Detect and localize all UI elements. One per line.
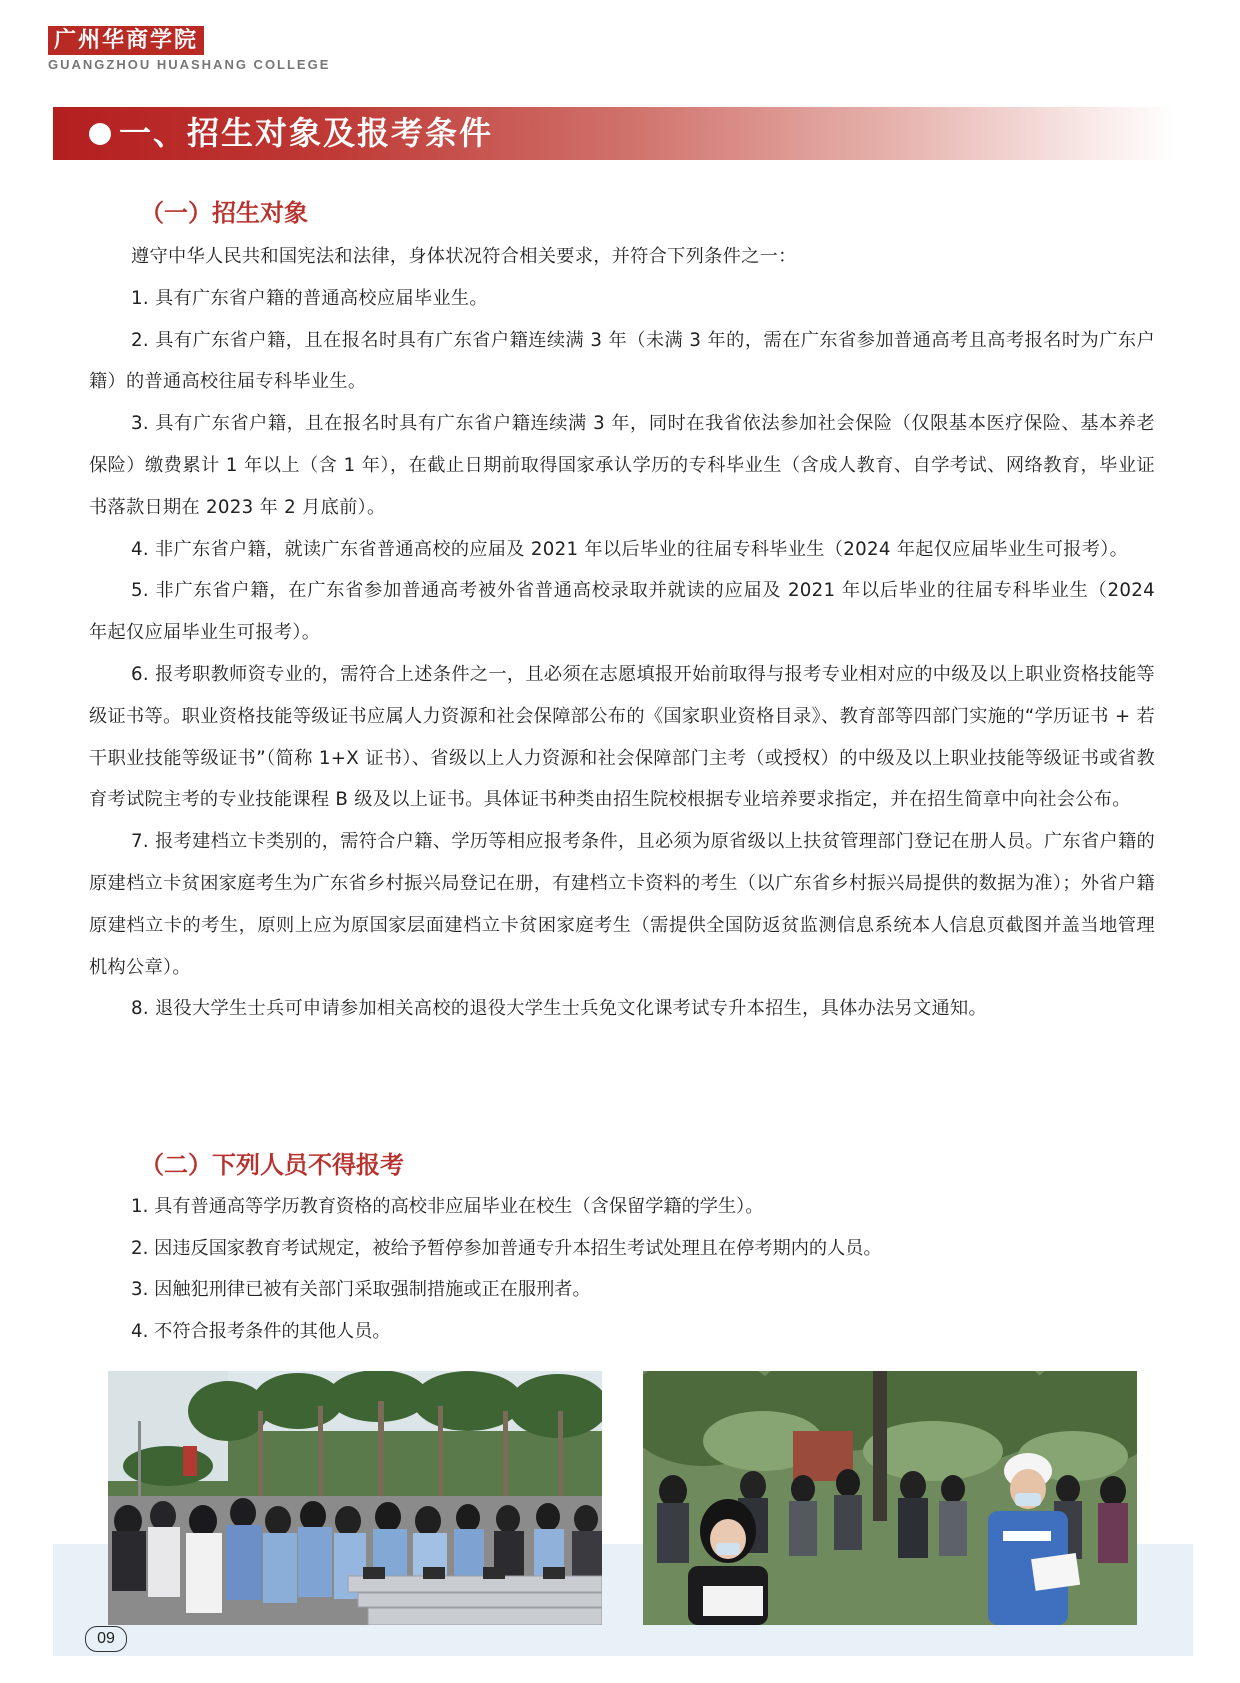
condition-item: 6. 报考职教师资专业的，需符合上述条件之一，且必须在志愿填报开始前取得与报考专业相对应的中级及以上职业资格技能等级证书等。职业资格技能等级证书应属人力资源和社会保障部公布的《国家职业资格目录》、教育部等四部门实施的“学历证书 + 若干职业技能等级证书”（简称 1+X 证书）、省级以上人力资源和社会保障部门主考（或授权）的中级及以上职业技能等级证书或省教育考试院主考的专业技能课程 B 级及以上证书。具体证书种类由招生院校根据专业培养要求指定，并在招生简章中向社会公布。 (89, 663, 1155, 811)
enrollment-conditions-body (89, 236, 1155, 1030)
ineligible-item: 2. 因违反国家教育考试规定，被给予暂停参加普通专升本招生考试处理且在停考期内的人员。 (131, 1237, 882, 1259)
section-title: 一、招生对象及报考条件 (119, 114, 494, 152)
condition-item: 8. 退役大学生士兵可申请参加相关高校的退役大学生士兵免文化课考试专升本招生，具体办法另文通知。 (131, 998, 987, 1020)
ineligible-item: 4. 不符合报考条件的其他人员。 (131, 1320, 391, 1342)
condition-item: 4. 非广东省户籍，就读广东省普通高校的应届及 2021 年以后毕业的往届专科毕业生（2024 年起仅应届毕业生可报考）。 (131, 538, 1129, 560)
college-logo (48, 26, 330, 72)
subheading-ineligible-persons: （二）下列人员不得报考 (140, 1150, 404, 1179)
ineligible-item: 3. 因触犯刑律已被有关部门采取强制措施或正在服刑者。 (131, 1279, 591, 1300)
condition-item: 1. 具有广东省户籍的普通高校应届毕业生。 (131, 287, 488, 309)
section-title-banner (53, 107, 1173, 160)
subheading-enrollment-targets: （一）招生对象 (140, 198, 308, 227)
photo-students-reviewing-notes (643, 1371, 1137, 1625)
condition-item: 7. 报考建档立卡类别的，需符合户籍、学历等相应报考条件，且必须为原省级以上扶贫管理部门登记在册人员。广东省户籍的原建档立卡贫困家庭考生为广东省乡村振兴局登记在册，有建档立卡资料的考生（以广东省乡村振兴局提供的数据为准）；外省户籍原建档立卡的考生，原则上应为原国家层面建档立卡贫困家庭考生（需提供全国防返贫监测信息系统本人信息页截图并盖当地管理机构公章）。 (89, 831, 1155, 978)
logo-english-name: GUANGZHOU HUASHANG COLLEGE (48, 57, 331, 72)
condition-item: 3. 具有广东省户籍，且在报名时具有广东省户籍连续满 3 年，同时在我省依法参加社会保险（仅限基本医疗保险、基本养老保险）缴费累计 1 年以上（含 1 年），在截止日期前取得国家承认学历的专科毕业生（含成人教育、自学考试、网络教育，毕业证书落款日期在 2023 年 2 月底前）。 (89, 413, 1155, 518)
logo-chinese-name: 广州华商学院 (48, 26, 204, 55)
photo-exam-entrance-gates (108, 1371, 602, 1625)
ineligible-item: 1. 具有普通高等学历教育资格的高校非应届毕业在校生（含保留学籍的学生）。 (131, 1196, 764, 1217)
condition-item: 2. 具有广东省户籍，且在报名时具有广东省户籍连续满 3 年（未满 3 年的，需在广东省参加普通高考且高考报名时为广东户籍）的普通高校往届专科毕业生。 (89, 329, 1155, 393)
intro-paragraph: 遵守中华人民共和国宪法和法律，身体状况符合相关要求，并符合下列条件之一： (131, 246, 797, 267)
ineligible-list (89, 1186, 1155, 1352)
condition-item: 5. 非广东省户籍，在广东省参加普通高考被外省普通高校录取并就读的应届及 2021 年以后毕业的往届专科毕业生（2024 年起仅应届毕业生可报考）。 (89, 580, 1155, 644)
bullet-dot-icon (89, 123, 111, 145)
page-number: 09 (85, 1626, 127, 1652)
